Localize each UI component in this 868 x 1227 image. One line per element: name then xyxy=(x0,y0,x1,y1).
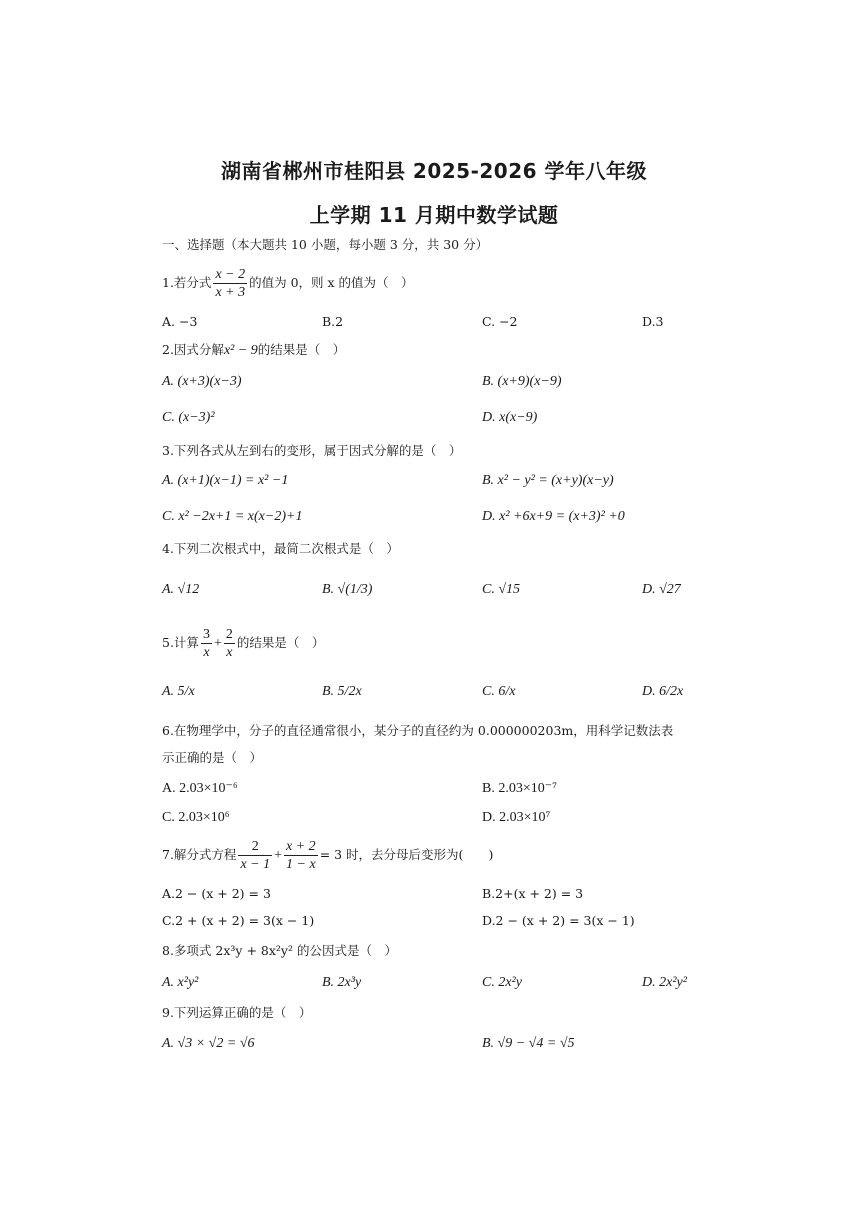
option-4b: B. √(1/3) xyxy=(322,582,373,597)
option-8a: A. x²y² xyxy=(162,975,199,990)
question-5: 5.计算 $\frac{3}{x}$ + $\frac{2}{x}$ 的结果是（ ） xyxy=(162,627,325,660)
question-2: 2.因式分解x² − 9的结果是（ ） xyxy=(162,342,346,358)
option-6d: D. 2.03×10⁷ xyxy=(482,810,551,825)
question-9: 9.下列运算正确的是（ ） xyxy=(162,1005,312,1020)
option-8c: C. 2x²y xyxy=(482,975,522,990)
question-1-suffix: 的值为 0，则 x 的值为（ ） xyxy=(249,275,414,290)
option-3c: C. x² −2x+1 = x(x−2)+1 xyxy=(162,509,303,524)
option-6c: C. 2.03×10⁶ xyxy=(162,810,230,825)
option-9a: A. √3 × √2 = √6 xyxy=(162,1036,255,1051)
fraction: $\frac{2}{x - 1}$ xyxy=(240,839,271,872)
option-2a: A. (x+3)(x−3) xyxy=(162,374,242,389)
option-4c: C. √15 xyxy=(482,582,521,597)
fraction: $\frac{3}{x}$ xyxy=(202,627,210,660)
option-7c: C.2 + (x + 2) = 3(x − 1) xyxy=(162,913,315,928)
fraction: $\frac{x + 2}{1 - x}$ xyxy=(286,839,316,872)
option-1b: B.2 xyxy=(322,314,344,329)
option-4d: D. √27 xyxy=(642,582,681,597)
question-3: 3.下列各式从左到右的变形，属于因式分解的是（ ） xyxy=(162,443,462,458)
question-1-prefix: 1.若分式 xyxy=(162,275,212,290)
option-2d: D. x(x−9) xyxy=(482,410,538,425)
option-5c: C. 6/x xyxy=(482,684,516,699)
option-5a: A. 5/x xyxy=(162,684,195,699)
fraction: $\frac{x - 2}{x + 3}$ xyxy=(215,267,246,300)
option-6b: B. 2.03×10⁻⁷ xyxy=(482,781,558,796)
question-4: 4.下列二次根式中，最简二次根式是（ ） xyxy=(162,541,399,556)
question-1 xyxy=(162,266,414,301)
option-9b: B. √9 − √4 = √5 xyxy=(482,1036,575,1051)
option-3a: A. (x+1)(x−1) = x² −1 xyxy=(162,473,289,488)
option-8d: D. 2x²y² xyxy=(642,975,687,990)
question-2-expr: x² − 9 xyxy=(223,343,258,358)
question-8: 8.多项式 2x³y + 8x²y² 的公因式是（ ） xyxy=(162,943,397,958)
option-3d: D. x² +6x+9 = (x+3)² +0 xyxy=(482,509,625,524)
option-7d: D.2 − (x + 2) = 3(x − 1) xyxy=(482,913,635,928)
option-5b: B. 5/2x xyxy=(322,684,362,699)
page-title: 湖南省郴州市桂阳县 2025-2026 学年八年级 xyxy=(220,159,648,183)
question-6-line1: 6.在物理学中，分子的直径通常很小，某分子的直径约为 0.000000203m，用科学记数法表 xyxy=(162,723,674,738)
option-5d: D. 6/2x xyxy=(642,684,684,699)
option-6a: A. 2.03×10⁻⁶ xyxy=(162,781,238,796)
page-subtitle: 上学期 11 月期中数学试题 xyxy=(309,203,559,227)
section-heading: 一、选择题（本大题共 10 小题，每小题 3 分，共 30 分） xyxy=(162,237,489,252)
option-2c: C. (x−3)² xyxy=(162,410,215,425)
option-7a: A.2 − (x + 2) = 3 xyxy=(162,886,271,901)
option-8b: B. 2x³y xyxy=(322,975,362,990)
question-6-line2: 示正确的是（ ） xyxy=(162,750,263,765)
option-1d: D.3 xyxy=(642,314,664,329)
option-7b: B.2+(x + 2) = 3 xyxy=(482,886,584,901)
option-1c: C. −2 xyxy=(482,314,518,329)
option-4a: A. √12 xyxy=(162,582,200,597)
option-2b: B. (x+9)(x−9) xyxy=(482,374,562,389)
question-7: 7.解分式方程 $\frac{2}{x - 1}$ + $\frac{x + 2}{1 - x}$ = 3 时，去分母后变形为( ) xyxy=(162,839,494,872)
option-1a: A. −3 xyxy=(162,314,198,329)
fraction: $\frac{2}{x}$ xyxy=(225,627,233,660)
option-3b: B. x² − y² = (x+y)(x−y) xyxy=(482,473,614,488)
